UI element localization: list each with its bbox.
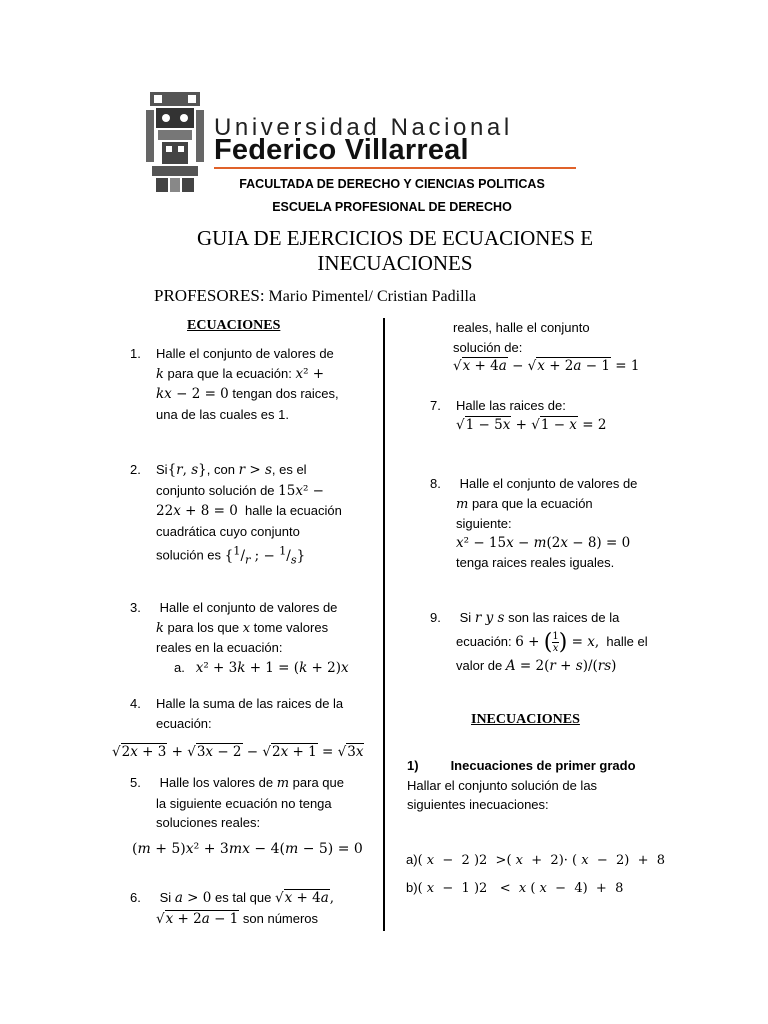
- question-9: 9. Si r y s son las raices de la ecuación: 6 + ( $\frac{1}{x}$ ) = x, halle el valor de A = 2(r + s)/(rs): [430, 610, 648, 674]
- question-number: 1.: [130, 346, 141, 361]
- q7-equation: √1 − 5x + √1 − x = 2: [456, 416, 607, 433]
- q5-text-b: para que: [292, 775, 344, 790]
- section1-text-a: Hallar el conjunto solución de las: [407, 777, 598, 793]
- document-title-line1: GUIA DE EJERCICIOS DE ECUACIONES E: [196, 226, 594, 250]
- q6-text-a: Si: [159, 890, 172, 905]
- question-number: 7.: [430, 398, 441, 413]
- q4-text-a: Halle la suma de las raices de la: [156, 696, 344, 711]
- ecuaciones-heading: ECUACIONES: [187, 318, 281, 333]
- university-name-line2: Federico Villarreal: [214, 134, 469, 166]
- q2-text-g: solución es: [156, 547, 222, 563]
- question-number: 2.: [130, 462, 141, 477]
- faculty-name: FACULTADA DE DERECHO Y CIENCIAS POLITICAS: [239, 177, 545, 191]
- q8-text-a: Halle el conjunto de valores de: [459, 476, 638, 491]
- q3-text-d: reales en la ecuación:: [156, 640, 283, 655]
- q8-text-b: para que la ecuación: [471, 495, 593, 511]
- q6-text-c: son números: [242, 910, 319, 926]
- q1-text-a: Halle el conjunto de valores de: [156, 346, 334, 361]
- professors-names: Mario Pimentel/ Cristian Padilla: [268, 288, 477, 305]
- section1-text-b: siguientes inecuaciones:: [407, 797, 549, 812]
- q8-text-d: tenga raices reales iguales.: [456, 555, 615, 570]
- question-number: 9.: [430, 610, 441, 625]
- q9-text-c: ecuación:: [456, 633, 512, 649]
- inequation-b-label: b): [406, 880, 418, 895]
- q5-equation: (m + 5)x² + 3mx − 4(m − 5) = 0: [132, 841, 363, 857]
- question-number: 4.: [130, 696, 141, 711]
- q6cont-text-a: reales, halle el conjunto: [453, 320, 590, 335]
- column-divider: [383, 318, 385, 931]
- q9-text-e: valor de: [456, 657, 503, 673]
- q3-text-c: tome valores: [253, 619, 329, 635]
- q8-equation: x² − 15x − m(2x − 8) = 0: [456, 534, 631, 551]
- professors-line: [154, 286, 476, 306]
- q3-sub-label: a.: [174, 659, 185, 675]
- inequation-a: a)( x − 2 )2 >( x + 2)· ( x − 2) + 8: [406, 852, 666, 868]
- document-title-line2: INECUACIONES: [317, 251, 473, 275]
- q1-text-d: una de las cuales es 1.: [156, 406, 289, 422]
- q4-text-b: ecuación:: [156, 715, 212, 731]
- q8-text-c: siguiente:: [456, 516, 512, 531]
- question-7: [430, 396, 676, 435]
- q2-text-f: cuadrática cuyo conjunto: [156, 523, 300, 539]
- q3-text-a: Halle el conjunto de valores de: [159, 600, 338, 615]
- question-2: 2. Si{r, s}, con r > s, es el conjunto solución de 15x² − 22x + 8 = 0 halle la ecuación cuadrática cuyo conjunto solución es {$^1/_r$ ; − $^1/_s$}: [156, 460, 376, 570]
- question-5: 5. Halle los valores de m para que la siguiente ecuación no tenga soluciones reales:: [156, 773, 376, 833]
- q9-text-b: son las raices de la: [508, 610, 620, 625]
- q9-text-d: halle el: [606, 633, 648, 649]
- q2-text-b: , con: [206, 462, 235, 477]
- q2-text-c: , es el: [271, 462, 307, 477]
- question-4: [130, 694, 376, 733]
- document-title: [150, 226, 640, 276]
- q1-text-b: para que la ecuación:: [167, 365, 292, 381]
- section-number: 1): [407, 758, 419, 773]
- question-number: 8.: [430, 476, 441, 491]
- q5-text-a: Halle los valores de: [159, 775, 274, 790]
- question-1: 1. Halle el conjunto de valores de k para que la ecuación: x² + kx − 2 = 0 tengan dos raices, una de las cuales es 1.: [156, 344, 376, 424]
- q5-text-c: la siguiente ecuación no tenga: [156, 795, 332, 811]
- inecuaciones-heading: INECUACIONES: [471, 712, 580, 727]
- question-3: 3. Halle el conjunto de valores de k para los que x tome valores reales en la ecuación: a. x² + 3k + 1 = (k + 2)x: [156, 598, 376, 678]
- q2-text-e: halle la ecuación: [245, 503, 342, 518]
- q2-text-d: conjunto solución de: [156, 482, 275, 498]
- question-number: 3.: [130, 600, 141, 615]
- inequations-section-1: [407, 756, 677, 815]
- q6-text-b: es tal que: [214, 890, 272, 905]
- q7-text-a: Halle las raices de:: [456, 398, 566, 413]
- university-name-line1: Universidad Nacional: [214, 114, 513, 141]
- question-number: 6.: [130, 890, 141, 905]
- q3-text-b: para los que: [167, 619, 240, 635]
- question-6-continued: [453, 318, 673, 377]
- q1-text-c: tengan dos raices,: [232, 386, 339, 401]
- q4-equation: √2x + 3 + √3x − 2 − √2x + 1 = √3x: [112, 744, 364, 760]
- inequation-b: b)( x − 1 )2 < x ( x − 4) + 8: [406, 880, 624, 896]
- inequation-a-label: a): [406, 852, 418, 867]
- header-rule: [214, 167, 576, 169]
- q6cont-text-b: solución de:: [453, 339, 523, 355]
- section-title: Inecuaciones de primer grado: [450, 758, 636, 773]
- question-8: 8. Halle el conjunto de valores de m para que la ecuación siguiente: x² − 15x − m(2x − 8) = 0 tenga raices reales iguales.: [456, 474, 676, 573]
- professors-label: PROFESORES:: [154, 286, 265, 305]
- q5-text-d: soluciones reales:: [156, 815, 261, 830]
- school-name: ESCUELA PROFESIONAL DE DERECHO: [272, 200, 512, 214]
- question-6: 6. Si a > 0 es tal que √x + 4a, √x + 2a − 1 son números: [130, 890, 335, 927]
- q6-equation: √x + 4a − √x + 2a − 1 = 1: [453, 358, 640, 374]
- question-number: 5.: [130, 775, 141, 790]
- q9-text-a: Si: [459, 610, 472, 625]
- q2-text-a: Si: [156, 462, 168, 477]
